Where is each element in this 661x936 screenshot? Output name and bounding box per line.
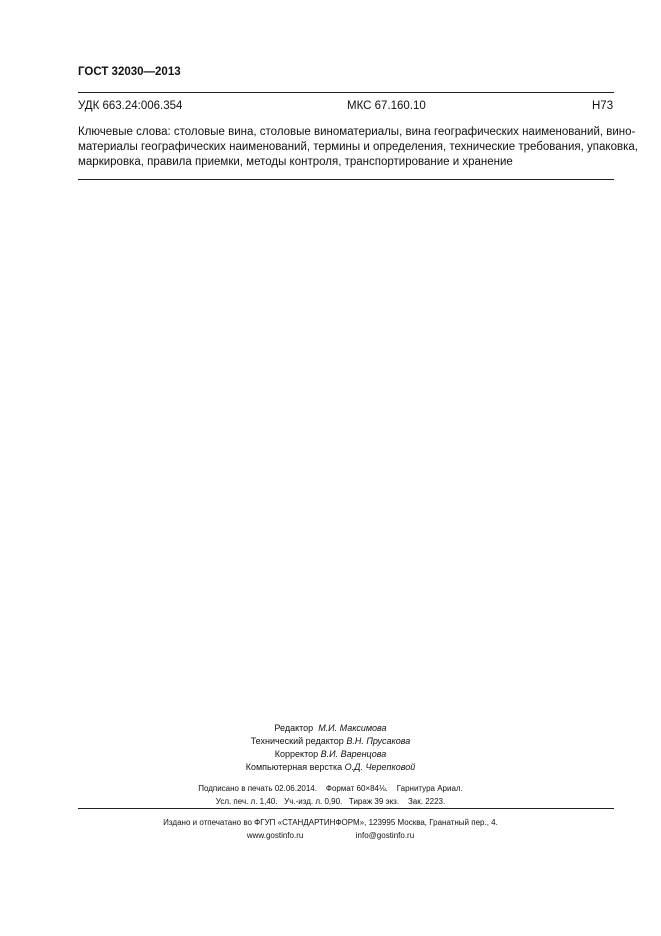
credit-role: Редактор [274, 723, 314, 733]
udk-code: УДК 663.24:006.354 [78, 100, 183, 112]
keywords-line: материалы географических наименований, термины и определения, технические требования, упаковка, [78, 141, 638, 153]
keywords-line: маркировка, правила приемки, методы контроля, транспортирование и хранение [78, 156, 513, 168]
credit-name: О.Д. Черепковой [344, 762, 416, 772]
keywords-line: Ключевые слова: столовые вина, столовые виноматериалы, вина географических наименований, вино- [78, 126, 636, 138]
credit-editor [0, 722, 661, 735]
print-info-line: Подписано в печать 02.06.2014. Формат 60×84⅛. Гарнитура Ариал. [198, 784, 463, 793]
credit-name: В.Н. Прусакова [346, 736, 411, 746]
group-code: Н73 [592, 100, 614, 112]
credits-block [0, 722, 661, 774]
keywords-divider [78, 179, 614, 180]
credit-role: Корректор [274, 749, 319, 759]
keywords-block [78, 125, 638, 170]
footer-divider [78, 808, 614, 809]
mks-code: МКС 67.160.10 [347, 100, 426, 112]
credit-tech-editor [0, 735, 661, 748]
standard-code: ГОСТ 32030—2013 [78, 66, 181, 78]
publisher-email: info@gostinfo.ru [355, 831, 415, 840]
publisher-block [0, 816, 661, 842]
print-info-line: Усл. печ. л. 1,40. Уч.-изд. л. 0,90. Тираж 39 экз. Зак. 2223. [215, 797, 446, 806]
credit-corrector [0, 748, 661, 761]
publisher-website: www.gostinfo.ru [246, 831, 304, 840]
credit-layout [0, 761, 661, 774]
top-divider [78, 92, 614, 93]
credit-name: М.И. Максимова [318, 723, 387, 733]
credit-role: Технический редактор [250, 736, 344, 746]
credit-role: Компьютерная верстка [245, 762, 343, 772]
credit-name: В.И. Варенцова [320, 749, 387, 759]
print-info-block [0, 782, 661, 808]
publisher-contacts [0, 829, 661, 842]
publisher-line: Издано и отпечатано во ФГУП «СТАНДАРТИНФОРМ», 123995 Москва, Гранатный пер., 4. [163, 818, 498, 827]
